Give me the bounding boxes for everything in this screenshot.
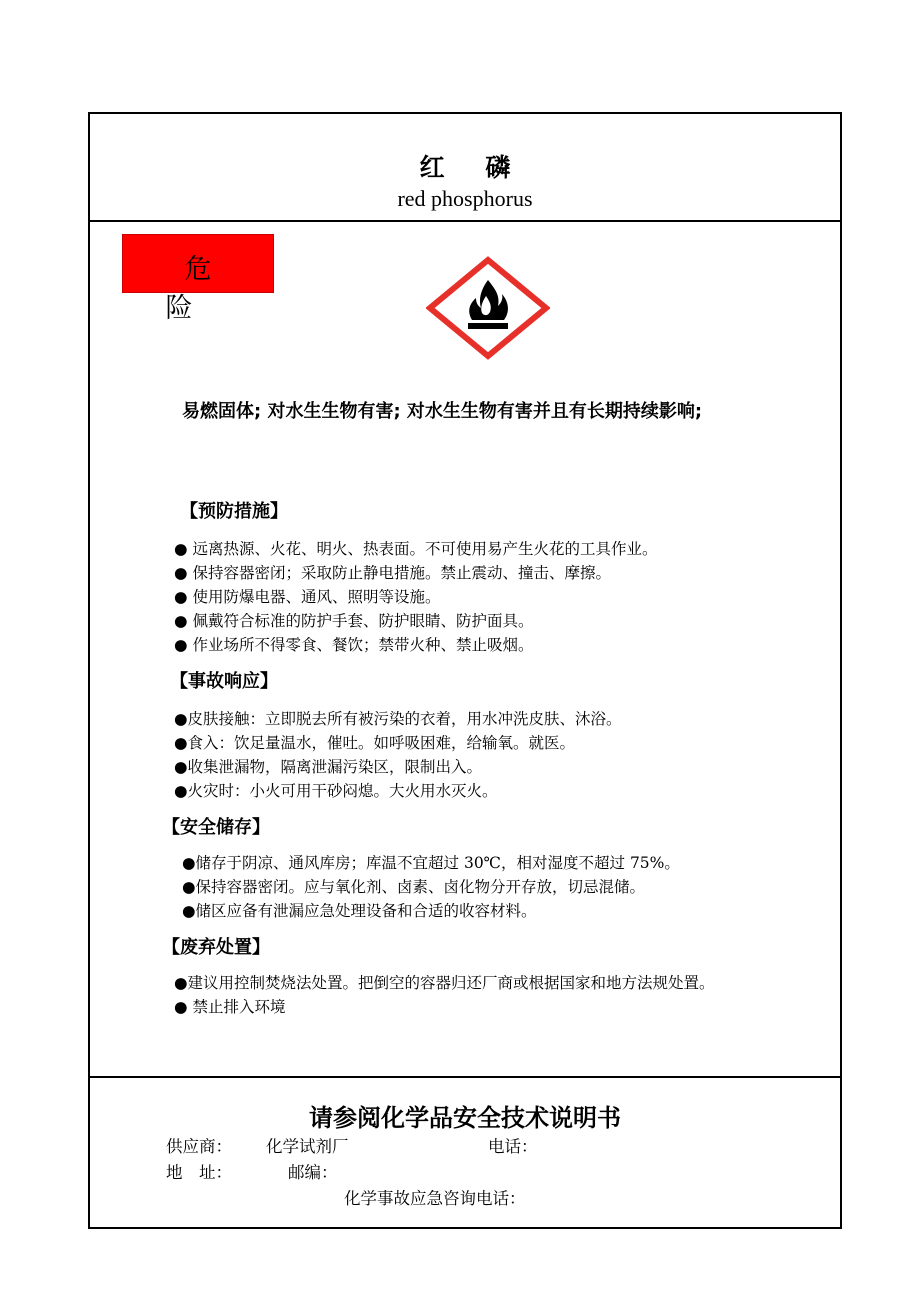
list-item: ●建议用控制焚烧法处置。把倒空的容器归还厂商或根据国家和地方法规处置。 [174,974,715,992]
section-title-prevention: 【预防措施】 [180,501,288,522]
list-item: ●火灾时：小火可用干砂闷熄。大火用水灭火。 [174,782,498,800]
sds-reference: 请参阅化学品安全技术说明书 [309,1104,621,1132]
emergency-phone-label: 化学事故应急咨询电话： [344,1189,526,1208]
postcode-label: 邮编： [288,1163,338,1182]
section-title-response: 【事故响应】 [170,671,278,692]
label-footer [90,1076,840,1229]
supplier-value: 化学试剂厂 [266,1137,349,1156]
list-item: ● 远离热源、火花、明火、热表面。不可使用易产生火花的工具作业。 [174,540,658,558]
chemical-name-cn: 红 磷 [419,153,527,182]
list-item: ● 佩戴符合标准的防护手套、防护眼睛、防护面具。 [174,612,534,630]
supplier-label: 供应商： [166,1137,232,1156]
list-item: ●保持容器密闭。应与氧化剂、卤素、卤化物分开存放，切忌混储。 [182,878,646,896]
address-label: 地 址： [166,1163,232,1182]
list-item: ●食入：饮足量温水，催吐。如呼吸困难，给输氧。就医。 [174,734,576,752]
hazard-statement: 易燃固体; 对水生生物有害; 对水生生物有害并且有长期持续影响; [182,401,703,422]
list-item: ● 保持容器密闭；采取防止静电措施。禁止震动、撞击、摩擦。 [174,564,611,582]
list-item: ●收集泄漏物，隔离泄漏污染区，限制出入。 [174,758,483,776]
label-header [90,114,840,222]
list-item: ● 作业场所不得零食、餐饮；禁带火种、禁止吸烟。 [174,636,534,654]
section-title-storage: 【安全储存】 [162,817,270,838]
signal-word: 危 险 [165,254,250,324]
list-item: ●皮肤接触：立即脱去所有被污染的衣着，用水冲洗皮肤、沐浴。 [174,710,622,728]
label-card [88,112,842,1229]
list-item: ●储区应备有泄漏应急处理设备和合适的收容材料。 [182,902,537,920]
phone-label: 电话： [488,1137,538,1156]
signal-word-box [122,234,274,324]
list-item: ● 禁止排入环境 [174,998,286,1016]
flame-icon [426,256,550,360]
list-item: ● 使用防爆电器、通风、照明等设施。 [174,588,441,606]
section-title-disposal: 【废弃处置】 [162,937,270,958]
list-item: ●储存于阴凉、通风库房；库温不宜超过 30℃，相对湿度不超过 75%。 [182,854,680,872]
chemical-name-en: red phosphorus [397,186,533,211]
